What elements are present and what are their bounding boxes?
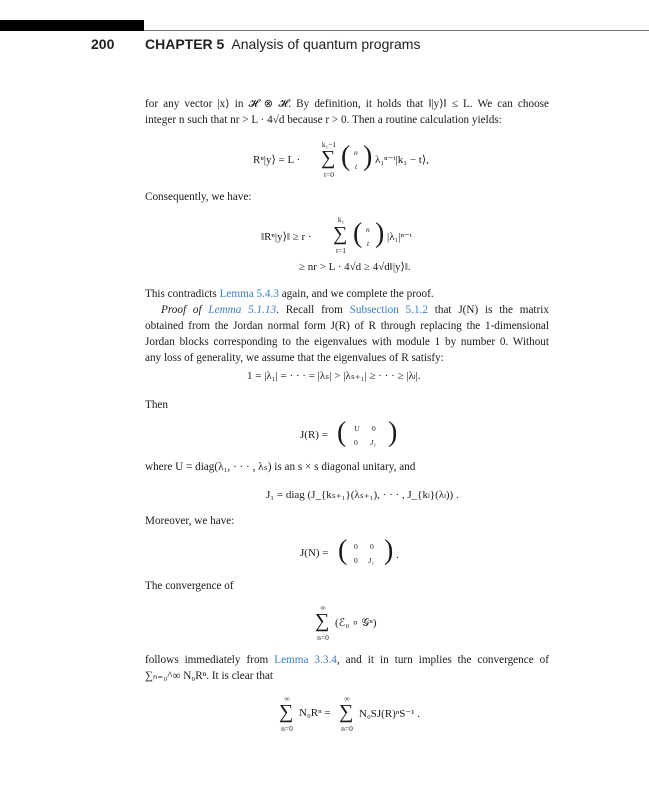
right-paren: ) xyxy=(375,218,385,249)
eq8-sum1-upper: ∞ xyxy=(284,694,290,703)
subsection-link[interactable]: Subsection 5.1.2 xyxy=(349,304,428,316)
eq8-sum2-upper: ∞ xyxy=(344,694,350,703)
eq7-sum-upper: ∞ xyxy=(320,603,326,612)
text-line: obtained from the Jordan normal form J(R) of R through replacing the 1-dimensional xyxy=(145,320,549,332)
eq2-lhs: ‖Rⁿ|y⟩‖ ≥ r · xyxy=(261,231,312,243)
paragraph-intro xyxy=(145,96,549,128)
eq1-rhs: λ₁ⁿ⁻ᵗ|k₁ − t⟩, xyxy=(375,154,429,166)
chapter-label: CHAPTER 5 xyxy=(145,36,225,52)
paragraph-follows xyxy=(145,652,549,684)
matrix-cell: 0 xyxy=(372,424,376,433)
matrix-cell: J₁ xyxy=(370,438,376,447)
left-paren: ( xyxy=(338,535,348,566)
matrix-cell: 0 xyxy=(354,542,358,551)
sum-symbol: ∑ xyxy=(279,701,294,723)
equation-3: 1 = |λ₁| = · · · = |λₛ| > |λₛ₊₁| ≥ · · · ≥ |λₗ|. xyxy=(247,370,421,382)
page-number: 200 xyxy=(91,36,115,52)
eq2-sum-upper: k₁ xyxy=(337,215,345,224)
text-line: Proof of Lemma 5.1.13. Recall from Subsection 5.1.2 that J(N) is the matrix xyxy=(161,304,549,316)
paragraph-proof xyxy=(145,286,549,366)
eq8-sum1-lower: n=0 xyxy=(281,724,293,733)
proof-label: Proof of xyxy=(161,304,209,316)
binom-bottom: t xyxy=(367,239,370,248)
text-line: integer n such that nr > L · 4√d because r > 0. Then a routine calculation yields: xyxy=(145,114,502,126)
header-bar xyxy=(0,20,144,31)
text-line: follows immediately from Lemma 3.3.4, and it in turn implies the convergence of xyxy=(145,654,550,666)
text-convergence: The convergence of xyxy=(145,580,234,592)
eq2-sum-lower: t=1 xyxy=(335,246,347,255)
eq6-period: . xyxy=(396,549,399,561)
matrix-cell: 0 xyxy=(354,438,358,447)
matrix-cell: U xyxy=(354,424,360,433)
lemma-link[interactable]: Lemma 5.1.13 xyxy=(208,304,277,316)
text-line: This contradicts Lemma 5.4.3 again, and we complete the proof. xyxy=(145,288,434,300)
sum-symbol: ∑ xyxy=(321,147,336,169)
lemma-link[interactable]: Lemma 3.3.4 xyxy=(274,654,337,666)
eq1-sum-upper: k₁−1 xyxy=(321,140,337,149)
right-paren: ) xyxy=(388,417,398,448)
text-line: for any vector |x⟩ in 𝓗 ⊗ 𝓗. By definition, it holds that ‖|y⟩‖ ≤ L. We can choose xyxy=(145,98,549,110)
text-where: where U = diag(λ₁, · · · , λₛ) is an s × s diagonal unitary, and xyxy=(145,461,416,473)
chapter-heading xyxy=(145,36,420,52)
text-then: Then xyxy=(145,399,168,411)
eq4-lhs: J(R) = xyxy=(300,429,328,441)
eq7-body: (ℰ₀ ∘ 𝒢ⁿ) xyxy=(335,617,377,629)
sum-symbol: ∑ xyxy=(339,701,354,723)
right-paren: ) xyxy=(384,535,394,566)
eq7-sum-lower: n=0 xyxy=(317,633,329,642)
text-moreover: Moreover, we have: xyxy=(145,515,235,527)
left-paren: ( xyxy=(337,417,347,448)
binom-top: n xyxy=(366,225,370,234)
sum-symbol: ∑ xyxy=(315,610,330,632)
text-consequently: Consequently, we have: xyxy=(145,191,252,203)
sum-symbol: ∑ xyxy=(333,223,348,245)
header-rule xyxy=(144,30,649,31)
eq2-rhs: |λ₁|ⁿ⁻ᵗ xyxy=(387,231,412,243)
eq2-line2: ≥ nr > L · 4√d ≥ 4√d‖|y⟩‖. xyxy=(299,261,411,273)
chapter-title: Analysis of quantum programs xyxy=(231,36,421,52)
eq1-sum-lower: t=0 xyxy=(323,170,335,179)
left-paren: ( xyxy=(353,218,363,249)
eq1-lhs: Rⁿ|y⟩ = L · xyxy=(253,154,301,166)
left-paren: ( xyxy=(341,141,351,172)
binom-bottom: t xyxy=(355,162,358,171)
matrix-cell: 0 xyxy=(354,556,358,565)
eq8-mid: N₀Rⁿ = xyxy=(299,707,331,719)
binom-top: n xyxy=(354,148,358,157)
matrix-cell: 0 xyxy=(370,542,374,551)
equation-5: J₁ = diag (J_{kₛ₊₁}(λₛ₊₁), · · · , J_{kₗ}(λₗ)) . xyxy=(266,489,459,501)
lemma-link[interactable]: Lemma 5.4.3 xyxy=(219,288,279,300)
eq6-lhs: J(N) = xyxy=(300,547,329,559)
eq8-rhs: N₀SJ(R)ⁿS⁻¹ . xyxy=(359,708,421,720)
eq8-sum2-lower: n=0 xyxy=(341,724,353,733)
right-paren: ) xyxy=(363,141,373,172)
matrix-cell: J₁ xyxy=(368,556,374,565)
text-line: Jordan blocks corresponding to the eigenvalues with module 1 by number 0. Without xyxy=(145,336,549,348)
text-line: ∑ₙ₌₀^∞ N₀Rⁿ. It is clear that xyxy=(145,670,274,682)
text-line: any loss of generality, we assume that the eigenvalues of R satisfy: xyxy=(145,352,444,364)
